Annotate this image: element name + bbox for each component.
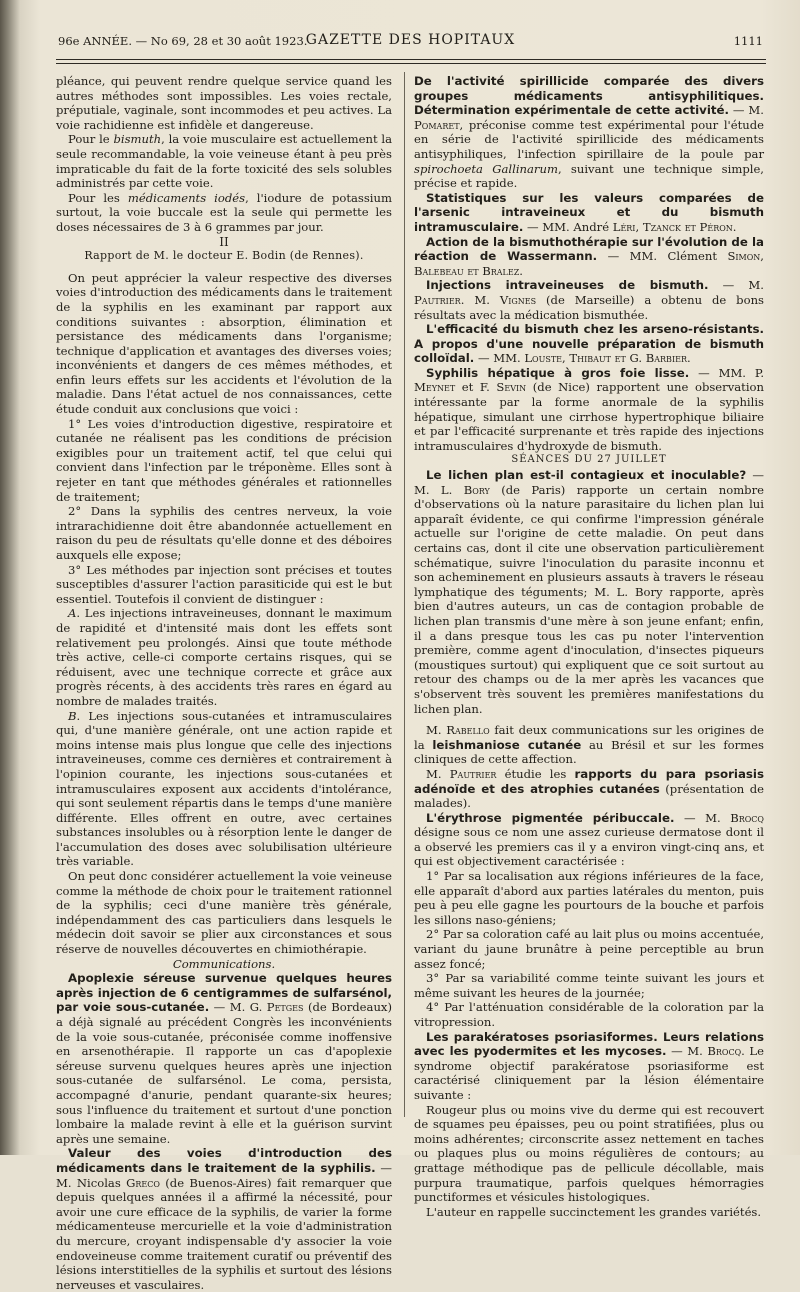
author-name: Bory <box>463 482 490 497</box>
paragraph: 4° Par l'atténuation considérable de la coloration par la vitropression. <box>414 1000 764 1029</box>
article-title: Valeur des voies d'introduction des médicaments dans le traitement de la syphilis. <box>56 1146 392 1175</box>
paragraph: On peut donc considérer actuellement la voie veineuse comme la méthode de choix pour le traitement rationnel de la syphilis; ceci d'une manière très générale, indépendamment des cas particuliers dans lesquels le médecin doit savoir se plier aux circonstances et sous réserve de nouvelles découvertes en chimiothérapie. <box>56 869 392 957</box>
author-name: Brocq. <box>707 1044 745 1059</box>
paragraph <box>414 1030 764 1103</box>
column-divider <box>404 72 405 1117</box>
author-name: Meynet <box>414 380 456 395</box>
paragraph: On peut apprécier la valeur respective des diverses voies d'introduction des médicaments dans le traitement de la syphilis en les examinant par rapport aux conditions suivantes : absorption, élimination et persistance des médicaments dans l'organisme; technique d'application et avantages des diverses voies; inconvénients et dangers de ces mêmes méthodes, et enfin leurs effets sur les accidents et l'évolution de la maladie. Dans l'état actuel de nos connaissances, cette étude conduit aux conclusions que voici : <box>56 270 392 417</box>
issue-number: No 69, 28 et 30 août 1923. <box>150 34 308 48</box>
paragraph <box>414 235 764 279</box>
author-name: Pautrier. <box>414 292 465 307</box>
paragraph: Rougeur plus ou moins vive du derme qui est recouvert de squames peu épaisses, peu ou point stratifiées, plus ou moins adhérentes; circonscrite assez nettement en taches ou plaques plus ou moins régulières de contours; au grattage méthodique pas de pellicule décollable, mais purpura traumatique, parfois quelques hémorragies punctiformes et vésicules histologiques. <box>414 1102 764 1205</box>
text-run: M. <box>426 766 450 781</box>
text-run: Le syndrome objectif parakératose psoriasiforme est caractérisé cliniquement par la lésion élémentaire suivante : <box>414 1044 764 1102</box>
text-run: . Les injections intraveineuses, donnant le maximum de rapidité et d'intensité mais dont les effets sont relativement peu prolongés. Ainsi que toute méthode très active, celle-ci comporte certains risques, qui se réduisent, avec une technique correcte et grâce aux progrès récents, à des accidents très rares en égard au nombre de malades traités. <box>56 606 392 708</box>
header-rule-thin <box>56 63 766 64</box>
italic-term: bismuth <box>113 132 162 147</box>
text-run: . Les injections sous-cutanées et intramusculaires qui, d'une manière générale, ont une action rapide et moins intense mais plus longue que celle des injections intraveineuses, comme ces dernières et contrairement à l'opinion courante, les injections sous-cutanées et intramusculaires exposent aux accidents d'intolérance, qui sont seulement répartis dans le temps d'une manière différente. Elles offrent en outre, avec certaines substances insolubles ou à résorption lente le danger de l'accumulation des doses avec solubilisation ultérieure très variable. <box>56 708 392 869</box>
text-run: , préconise comme test expérimental pour l'étude en série de l'activité spirillicide des médicaments antisyphiliques, l'infection spirillaire de la poule par <box>414 117 764 161</box>
paragraph: 3° Par sa variabilité comme teinte suivant les jours et même suivant les heures de la journée; <box>414 971 764 1000</box>
text-run: (de Buenos-Aires) fait remarquer que depuis quelques années il a affirmé la nécessité, pour avoir une cure efficace de la syphilis, de varier la forme médicamenteuse mercurielle et la voie d'administration du mercure, croyant indispensable d'y associer la voie endoveineuse comme traitement curatif ou préventif des lésions interstitielles de la syphilis et surtout des lésions nerveuses et vasculaires. <box>56 1175 392 1292</box>
text-run: — MM. P. <box>689 365 765 380</box>
paragraph <box>414 74 764 191</box>
article-title: L'efficacité du bismuth chez les arseno-résistants. A propos d'une nouvelle préparation de bismuth colloïdal. <box>414 322 764 366</box>
paragraph: 1° Par sa localisation aux régions inférieures de la face, elle apparaît d'abord aux parties latérales du menton, puis peu à peu elle gagne les pourtours de la bouche et parfois les sillons naso-géniens; <box>414 869 764 927</box>
text-run: fait deux communications sur les origines de la <box>414 723 764 752</box>
italic-term: spirochoeta Gallinarum <box>414 161 558 176</box>
paragraph <box>414 468 764 716</box>
text-run: désigne sous ce nom une assez curieuse dermatose dont il a observé les premiers cas il y a environ vingt-cinq ans, et qui est objectivement caractérisée : <box>414 825 764 869</box>
page-number: 1111 <box>733 34 763 48</box>
author-name: Sevin <box>496 380 527 395</box>
paragraph <box>414 278 764 322</box>
paragraph: 2° Par sa coloration café au lait plus ou moins accentuée, variant du jaune brunâtre à peine perceptible au brun assez foncé; <box>414 927 764 971</box>
article-title: Le lichen plan est-il contagieux et inoculable? <box>426 468 747 483</box>
issue-year: 96e ANNÉE. — <box>58 34 148 48</box>
text-run: (de Nice) rapportent une observation intéressante par la forme anormale de la syphilis hépatique, simulant une cirrhose hypertrophique biliaire et par l'efficacité surprenante et très rapide des injections intramusculaires d'hydroxyde de bismuth. <box>414 380 764 453</box>
report-heading: Rapport de M. le docteur E. Bodin (de Rennes). <box>84 249 364 263</box>
text-run: — M. G. <box>209 1000 267 1015</box>
header-rule <box>56 59 766 60</box>
text-run: , la voie musculaire est actuellement la seule recommandable, la voie veineuse étant à peu près impraticable du fait de la forte toxicité des sels solubles administrés par cette voie. <box>56 132 392 191</box>
paragraph <box>56 971 392 1146</box>
paragraph: 1° Les voies d'introduction digestive, respiratoire et cutanée ne réalisent pas les conditions de précision exigibles pour un traitement actif, tel que celui qui convient dans l'infection par le tréponème. Elles sont à rejeter en tant que méthodes générales et rationnelles de traitement; <box>56 416 392 504</box>
author-name: Greco <box>126 1175 160 1190</box>
text-run: — M. <box>728 103 764 118</box>
author-name: Simon, Balebeau et Bralez. <box>414 249 764 278</box>
article-title: Syphilis hépatique à gros foie lisse. <box>426 365 690 380</box>
paragraph <box>56 132 392 190</box>
paragraph <box>56 1146 392 1292</box>
paragraph <box>414 191 764 235</box>
spacer <box>414 716 764 723</box>
page-header <box>58 30 763 54</box>
italic-term: médicaments iodés <box>127 190 246 205</box>
paragraph: 3° Les méthodes par injection sont précises et toutes susceptibles d'assurer l'action parasiticide qui est le but essentiel. Toutefois il convient de distinguer : <box>56 562 392 606</box>
text-run: — M. <box>674 810 731 825</box>
text-run: et F. <box>455 380 497 395</box>
text-run: (de Marseille) a obtenu de bons résultats avec la médication bismuthée. <box>414 292 764 322</box>
text-run: — MM. André <box>523 219 613 234</box>
right-column <box>414 74 764 1219</box>
text-run: Pour les <box>68 190 128 205</box>
text-run: au Brésil et sur les formes cliniques de cette affection. <box>414 737 764 767</box>
paragraph <box>414 723 764 767</box>
article-title: Statistiques sur les valeurs comparées de l'arsenic intraveineux et du bismuth intramusculaire. <box>414 190 764 234</box>
left-column <box>56 74 392 1292</box>
article-title: leishmaniose cutanée <box>432 737 582 752</box>
text-run: (de Paris) rapporte un certain nombre d'observations où la nature parasitaire du lichen plan lui apparaît évidente, ce qui confirme l'impression générale actuelle sur l'origine de cette maladie. On peut dans certains cas, dont il cite une observation particulièrement schématique, suivre l'inoculation du parasite inconnu et son acheminement en plusieurs assauts à travers le réseau lymphatique des téguments; M. L. Bory rapporte, après bien d'autres auteurs, un cas de contagion probable de lichen plan transmis d'une mère à son jeune enfant; enfin, il a dans presque tous les cas pu noter l'intervention première, comme agent d'inoculation, d'insectes piqueurs (moustiques surtout) qui expliquent que ce soit surtout au retour des champs ou de la mer après les vacances que s'observent très souvent les premières manifestations du lichen plan. <box>414 482 765 716</box>
paragraph: 2° Dans la syphilis des centres nerveux, la voie intrarachidienne doit être abandonnée actuellement en raison du peu de résultats qu'elle donne et des déboires auxquels elle expose; <box>56 504 392 562</box>
article-title: Action de la bismuthothérapie sur l'évolution de la réaction de Wassermann. <box>414 234 764 264</box>
author-name: Pautrier <box>449 766 497 781</box>
text-run: étudie les <box>496 766 575 781</box>
paragraph <box>414 322 764 366</box>
author-name: Léri, Tzanck et Péron. <box>612 219 737 234</box>
text-run: — M. Nicolas <box>56 1160 393 1190</box>
list-letter: B <box>68 708 77 723</box>
article-title: Les parakératoses psoriasiformes. Leurs relations avec les pyodermites et les mycoses. <box>414 1029 764 1059</box>
text-run: — MM. <box>474 351 525 366</box>
text-run: , l'iodure de potassium surtout, la voie buccale est la seule qui permette les doses nécessaires de 3 à 6 grammes par jour. <box>56 190 392 234</box>
paragraph <box>414 366 764 454</box>
author-name: Brocq <box>730 810 764 825</box>
text-run: (présentation de malades). <box>414 781 764 811</box>
paragraph <box>56 709 392 870</box>
text-run: Pour le <box>68 132 114 147</box>
article-title: L'érythrose pigmentée péribuccale. <box>426 810 675 825</box>
author-name: Petges <box>266 1000 304 1015</box>
list-letter: A <box>68 606 77 621</box>
paragraph <box>414 767 764 811</box>
text-run: (de Bordeaux) a déjà signalé au précédent Congrès les inconvénients de la voie sous-cutanée, préconisée comme inoffensive en arsenothérapie. Il rapporte un cas d'apoplexie séreuse survenu quelques heures après une injection sous-cutanée de sulfarsénol. Le coma, persista, accompagné d'anurie, pendant quarante-six heures; sous l'influence du traitement et surtout d'une ponction lombaire la malade revint à elle et la guérison survint après une semaine. <box>56 1000 392 1146</box>
text-run: — M. <box>708 278 764 293</box>
author-name: Louste, Thibaut et G. Barbier. <box>524 351 691 366</box>
author-name: Pomaret <box>414 117 460 132</box>
article-title: Injections intraveineuses de bismuth. <box>426 278 709 293</box>
text-run: M. <box>426 723 447 738</box>
text-run: M. <box>464 292 500 307</box>
paragraph: L'auteur en rappelle succinctement les grandes variétés. <box>426 1204 762 1219</box>
session-heading: SÉANCES DU 27 JUILLET <box>511 454 667 466</box>
paragraph <box>56 191 392 235</box>
communications-heading: Communications. <box>172 956 276 971</box>
section-numeral: II <box>219 234 229 249</box>
author-name: Vignes <box>499 292 537 307</box>
paragraph <box>56 606 392 708</box>
article-title: Apoplexie séreuse survenue quelques heures après injection de 6 centigrammes de sulfarsénol, par voie sous-cutanée. <box>56 971 392 1015</box>
journal-title: GAZETTE DES HOPITAUX <box>305 32 516 48</box>
paragraph: pléance, qui peuvent rendre quelque service quand les autres méthodes sont impossibles. Les voies rectale, préputiale, vaginale, sont incommodes et peu actives. La voie rachidienne est infidèle et dangereuse. <box>56 74 392 132</box>
spacer <box>56 264 392 271</box>
text-run: , suivant une technique simple, précise et rapide. <box>414 161 764 191</box>
article-title: rapports du para psoriasis adénoïde et des atrophies cutanées <box>414 766 764 796</box>
author-name: Rabello <box>446 723 490 738</box>
text-run: — M. <box>666 1044 708 1059</box>
text-run: — MM. Clément <box>597 249 728 264</box>
article-title: De l'activité spirillicide comparée des divers groupes médicaments antisyphilitiques. Détermination expérimentale de cette activité. <box>414 74 764 118</box>
text-run: — M. L. <box>414 468 764 497</box>
paragraph <box>414 811 764 869</box>
